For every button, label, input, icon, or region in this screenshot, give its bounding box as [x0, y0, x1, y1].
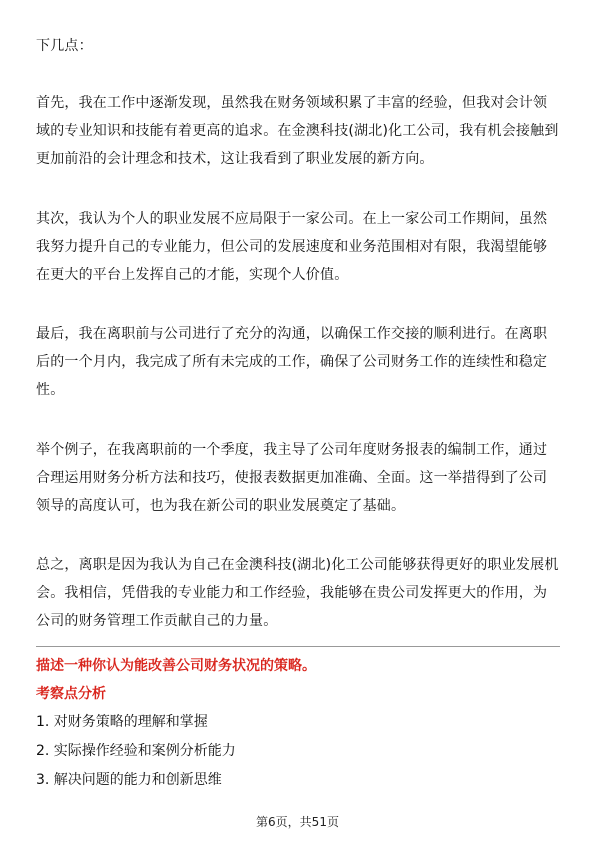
- interview-question: 描述一种你认为能改善公司财务状况的策略。: [36, 658, 316, 674]
- answer-paragraph-4: 举个例子，在我离职前的一个季度，我主导了公司年度财务报表的编制工作，通过合理运用财务分析方法和技巧，使报表数据更加准确、全面。这一举措得到了公司领导的高度认可，也为我在新公司的职业发展奠定了基础。: [36, 442, 548, 514]
- analysis-point: 2. 实际操作经验和案例分析能力: [36, 743, 236, 759]
- analysis-point: 1. 对财务策略的理解和掌握: [36, 714, 208, 730]
- section-divider: [36, 646, 560, 647]
- answer-paragraph-1: 首先，我在工作中逐渐发现，虽然我在财务领域积累了丰富的经验，但我对会计领域的专业知识和技能有着更高的追求。在金澳科技(湖北)化工公司，我有机会接触到更加前沿的会计理念和技术，这让我看到了职业发展的新方向。: [36, 95, 559, 167]
- answer-paragraph-2: 其次，我认为个人的职业发展不应局限于一家公司。在上一家公司工作期间，虽然我努力提升自己的专业能力，但公司的发展速度和业务范围相对有限，我渴望能够在更大的平台上发挥自己的才能，实现个人价值。: [36, 211, 548, 283]
- analysis-point: 3. 解决问题的能力和创新思维: [36, 772, 222, 788]
- answer-paragraph-5: 总之，离职是因为我认为自己在金澳科技(湖北)化工公司能够获得更好的职业发展机会。我相信，凭借我的专业能力和工作经验，我能够在贵公司发挥更大的作用，为公司的财务管理工作贡献自己的力量。: [36, 557, 559, 629]
- page-footer: 第6页，共51页: [256, 815, 339, 829]
- intro-text: 下几点：: [36, 38, 93, 54]
- analysis-heading: 考察点分析: [36, 686, 106, 702]
- analysis-points-list: [36, 708, 560, 795]
- answer-paragraph-3: 最后，我在离职前与公司进行了充分的沟通，以确保工作交接的顺利进行。在离职后的一个月内，我完成了所有未完成的工作，确保了公司财务工作的连续性和稳定性。: [36, 326, 548, 398]
